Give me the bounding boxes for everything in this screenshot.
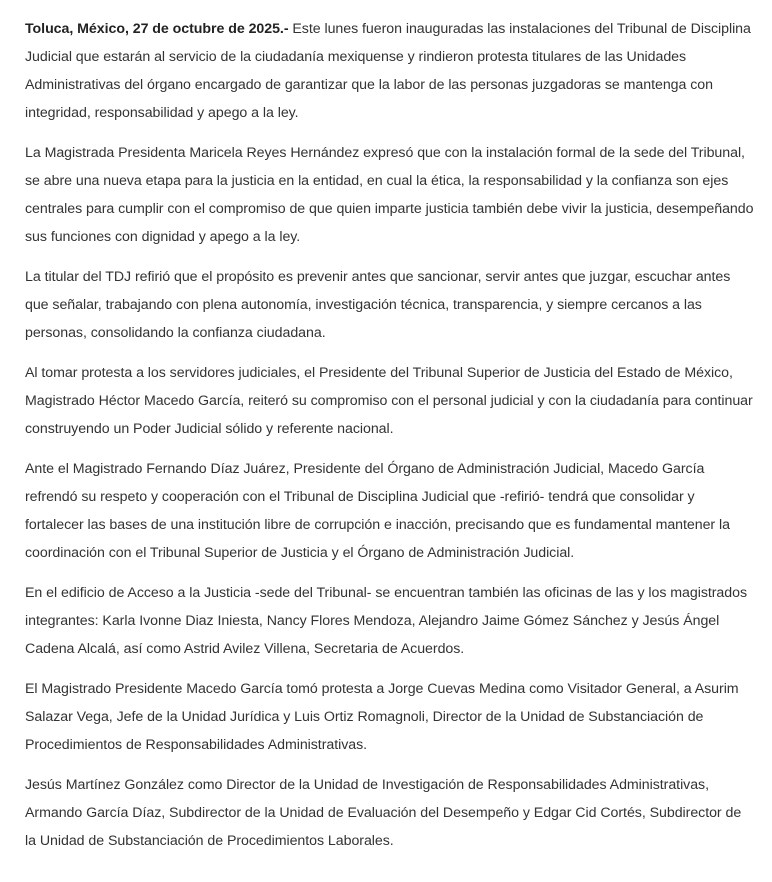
article-paragraph-4: Al tomar protesta a los servidores judiciales, el Presidente del Tribunal Superior de Justicia del Estado de México, Magistrado Héctor Macedo García, reiteró su compromiso con el personal judicial y con la ciudadanía para continuar construyendo un Poder Judicial sólido y referente nacional. [25, 365, 753, 437]
article-paragraph-6: En el edificio de Acceso a la Justicia -sede del Tribunal- se encuentran también las oficinas de las y los magistrados integrantes: Karla Ivonne Diaz Iniesta, Nancy Flores Mendoza, Alejandro Jaime Gómez Sánchez y Jesús Ángel Cadena Alcalá, así como Astrid Avilez Villena, Secretaria de Acuerdos. [25, 585, 747, 657]
article-paragraph-5: Ante el Magistrado Fernando Díaz Juárez, Presidente del Órgano de Administración Judicial, Macedo García refrendó su respeto y cooperación con el Tribunal de Disciplina Judicial que -refirió- tendrá que consolidar y fortalecer las bases de una institución libre de corrupción e inacción, precisando que es fundamental mantener la coordinación con el Tribunal Superior de Justicia y el Órgano de Administración Judicial. [25, 461, 730, 561]
article-paragraph-8: Jesús Martínez González como Director de la Unidad de Investigación de Responsabilidades Administrativas, Armando García Díaz, Subdirector de la Unidad de Evaluación del Desempeño y Edgar Cid Cortés, Subdirector de la Unidad de Substanciación de Procedimientos Laborales. [25, 777, 742, 849]
article-paragraph-2: La Magistrada Presidenta Maricela Reyes Hernández expresó que con la instalación formal de la sede del Tribunal, se abre una nueva etapa para la justicia en la entidad, en cual la ética, la responsabilidad y la confianza son ejes centrales para cumplir con el compromiso de que quien imparte justicia también debe vivir la justicia, desempeñando sus funciones con dignidad y apego a la ley. [25, 145, 754, 245]
dateline: Toluca, México, 27 de octubre de 2025.- [25, 21, 289, 37]
article-paragraph-1 [25, 15, 756, 127]
article-paragraph-3: La titular del TDJ refirió que el propósito es prevenir antes que sancionar, servir antes que juzgar, escuchar antes que señalar, trabajando con plena autonomía, investigación técnica, transparencia, y siempre cercanos a las personas, consolidando la confianza ciudadana. [25, 269, 731, 341]
paragraph-1-text: Este lunes fueron inauguradas las instalaciones del Tribunal de Disciplina Judicial que estarán al servicio de la ciudadanía mexiquense y rindieron protesta titulares de las Unidades Administrativas del órgano encargado de garantizar que la labor de las personas juzgadoras se mantenga con integridad, responsabilidad y apego a la ley. [25, 21, 751, 121]
article-paragraph-7: El Magistrado Presidente Macedo García tomó protesta a Jorge Cuevas Medina como Visitador General, a Asurim Salazar Vega, Jefe de la Unidad Jurídica y Luis Ortiz Romagnoli, Director de la Unidad de Substanciación de Procedimientos de Responsabilidades Administrativas. [25, 681, 739, 753]
